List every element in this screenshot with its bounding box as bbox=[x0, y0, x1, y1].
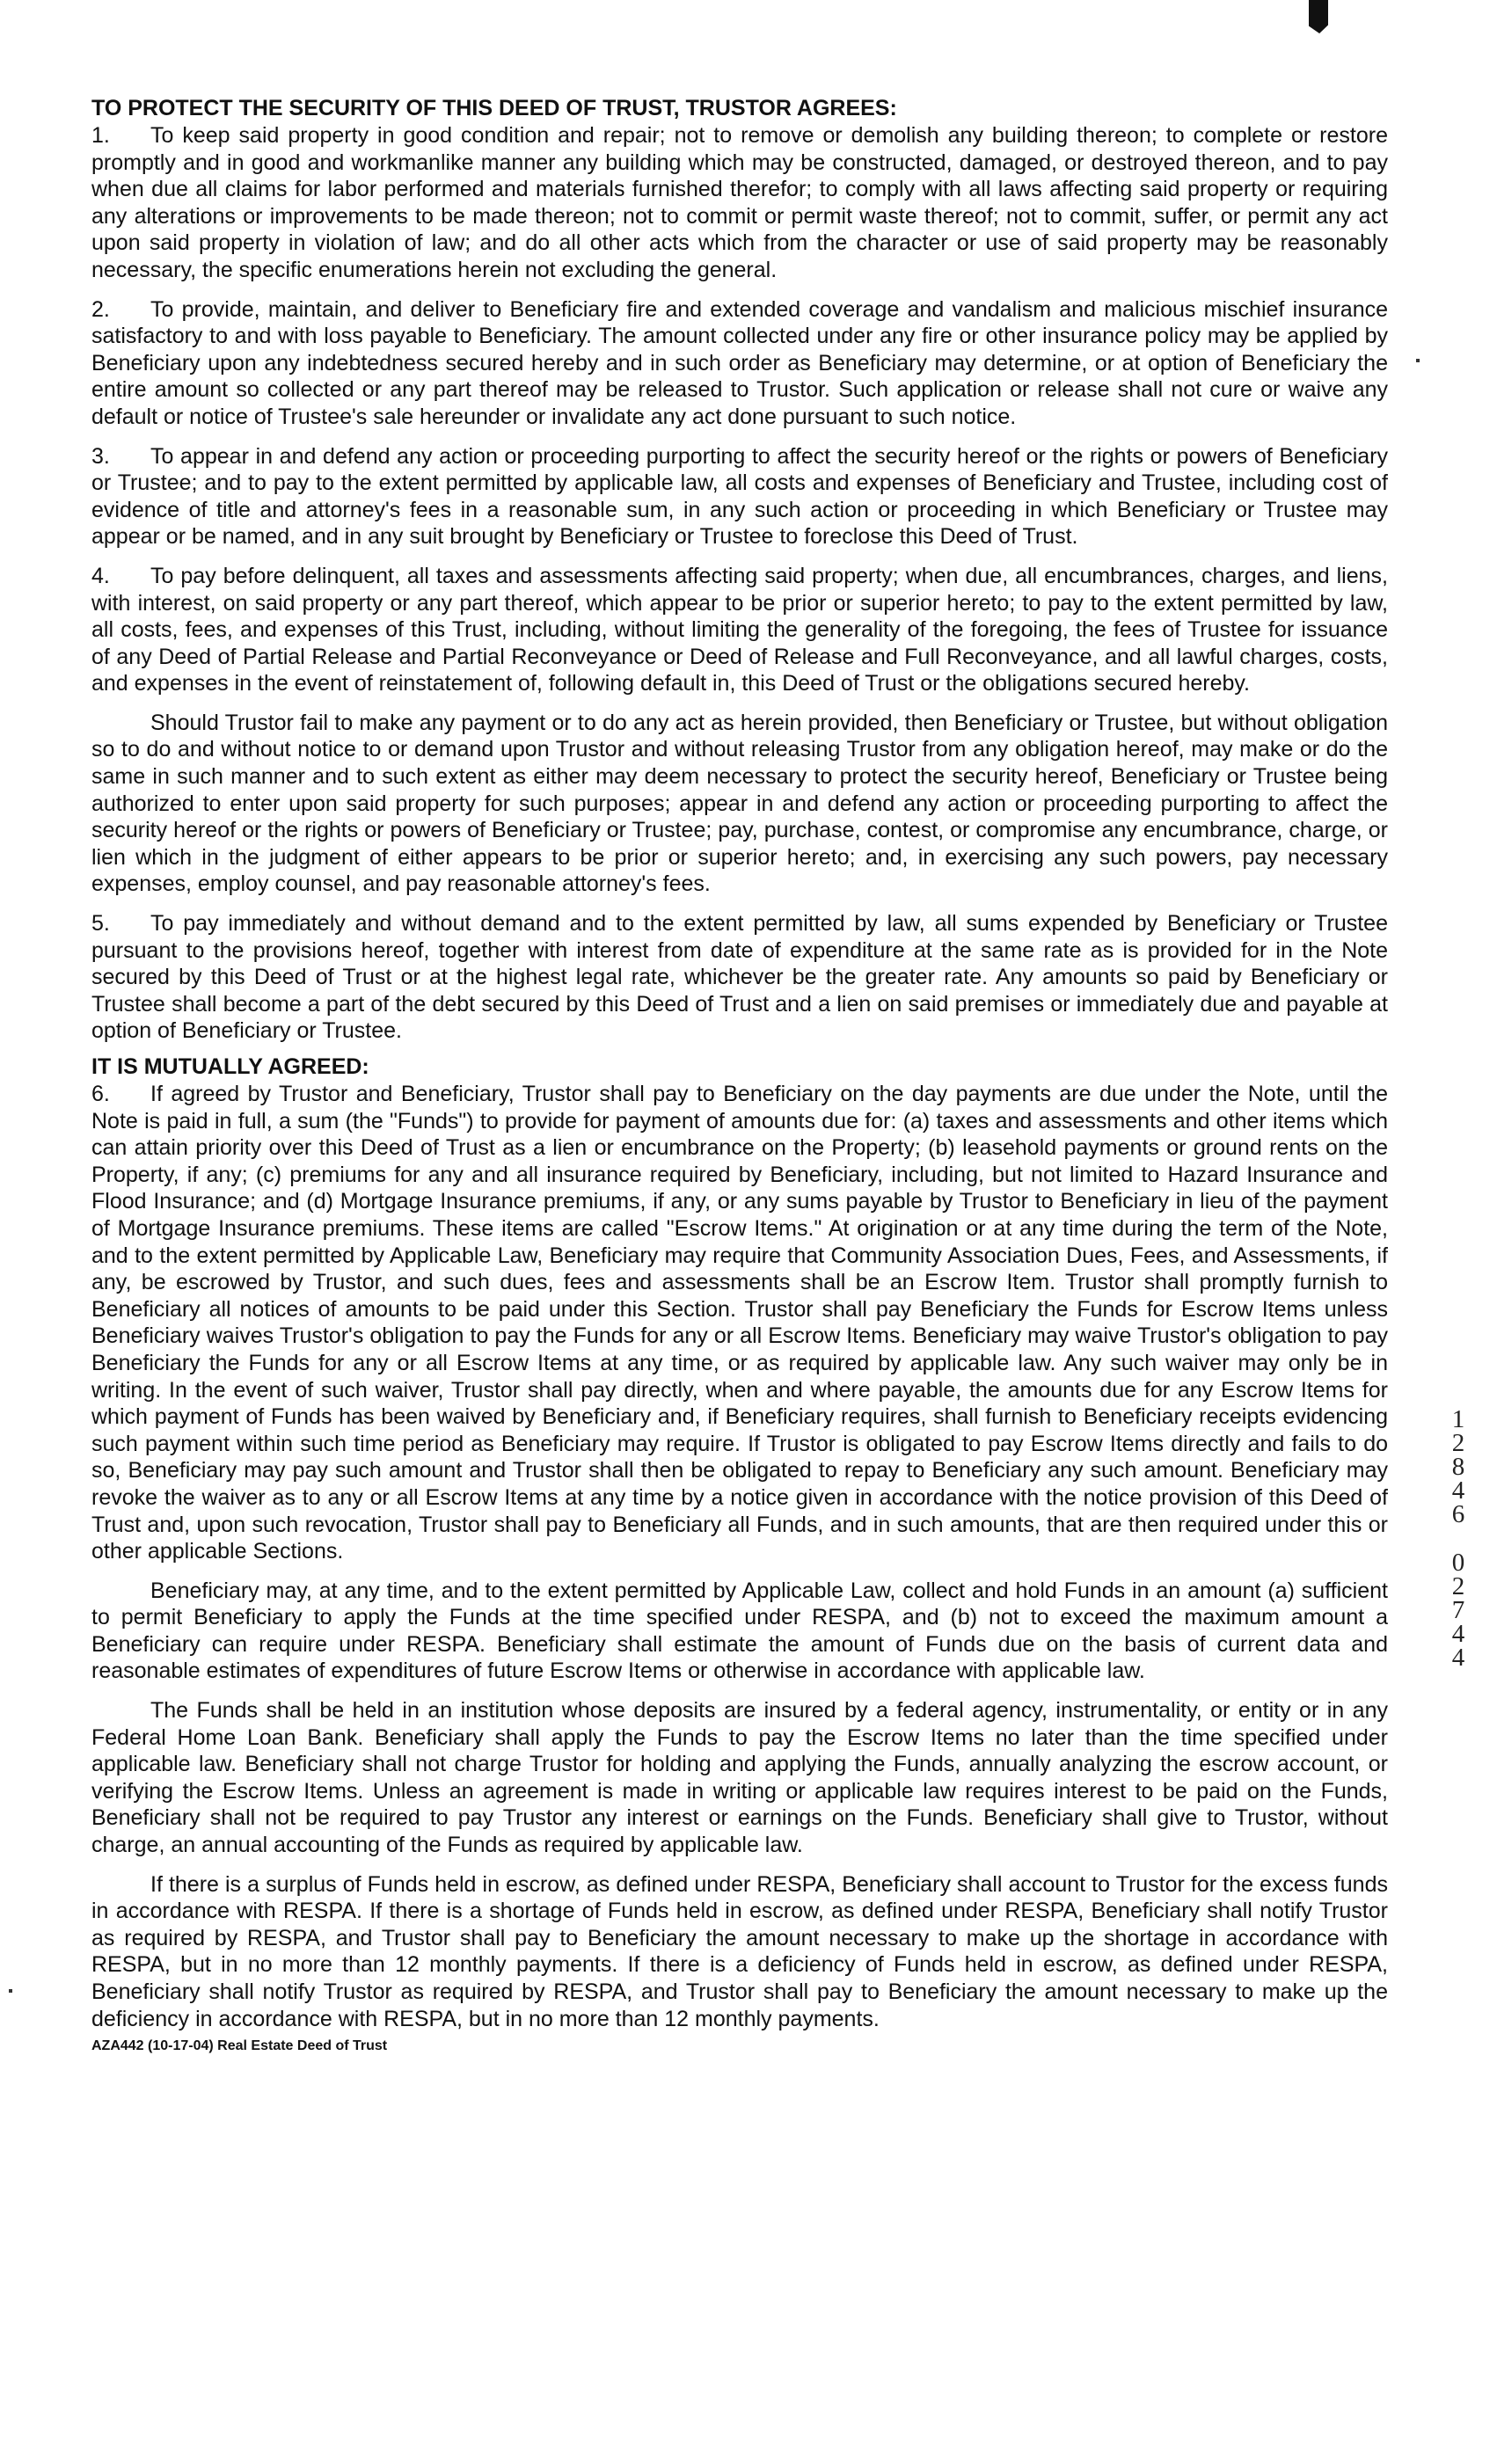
recording-digit: 1 bbox=[1451, 1405, 1465, 1433]
recording-digit-gap bbox=[1441, 1526, 1476, 1550]
trustor-agreements-list bbox=[91, 122, 1388, 1045]
clause-text: To pay before delinquent, all taxes and assessments affecting said property; when due, all encumbrances, charges, and liens, with interest, on said property or any part thereof, which appear to be prior or superior hereto; to pay to the extent permitted by law, all costs, fees, and expenses of this Trust, including, without limiting the generality of the foregoing, the fees of Trustee for issuance of any Deed of Partial Release and Partial Reconveyance or Deed of Release and Full Reconveyance, and all lawful charges, costs, and expenses in the event of reinstatement of, following default in, this Deed of Trust or the obligations secured hereby. bbox=[91, 563, 1388, 696]
clause-text: To pay immediately and without demand and to the extent permitted by law, all sums expended by Beneficiary or Trustee pursuant to the provisions hereof, together with interest from date of expenditure at the same rate as is provided for in the Note secured by this Deed of Trust or at the highest legal rate, whichever be the greater rate. Any amounts so paid by Beneficiary or Trustee shall become a part of the debt secured by this Deed of Trust and a lien on said premises or immediately due and payable at option of Beneficiary or Trustee. bbox=[91, 911, 1388, 1044]
corner-registration-mark bbox=[1309, 0, 1328, 33]
section-heading-mutually-agreed: IT IS MUTUALLY AGREED: bbox=[91, 1054, 369, 1079]
clause-number: 4. bbox=[91, 563, 110, 588]
scan-speck bbox=[1416, 359, 1420, 362]
clause-text: To keep said property in good condition and repair; not to remove or demolish any building thereon; to complete or restore promptly and in good and workmanlike manner any building which may be constructed, damaged, or destroyed thereon, and to pay when due all claims for labor performed and materials furnished therefor; to comply with all laws affecting said property or requiring any alterations or improvements to be made thereon; not to commit or permit waste thereof; not to commit, suffer, or permit any act upon said property in violation of law; and do all other acts which from the character or use of said property may be reasonably necessary, the specific enumerations herein not excluding the general. bbox=[91, 123, 1388, 282]
clause-6-surplus-shortage: If there is a surplus of Funds held in escrow, as defined under RESPA, Beneficiary shall account to Trustor for the excess funds in accordance with RESPA. If there is a shortage of Funds held in escrow, as defined under RESPA, Beneficiary shall notify Trustor as required by RESPA, and Trustor shall pay to Beneficiary the amount necessary to make up the shortage in accordance with RESPA, but in no more than 12 monthly payments. If there is a deficiency of Funds held in escrow, as defined under RESPA, Beneficiary shall notify Trustor as required by RESPA, and Trustor shall pay to Beneficiary the amount necessary to make up the deficiency in accordance with RESPA, but in no more than 12 monthly payments. bbox=[91, 1871, 1388, 2031]
mutual-agreements-list bbox=[91, 1081, 1388, 2032]
deed-of-trust-page bbox=[91, 95, 1388, 2055]
recording-digit: 2 bbox=[1451, 1572, 1465, 1600]
section-heading-trustor-agrees: TO PROTECT THE SECURITY OF THIS DEED OF TRUST, TRUSTOR AGREES: bbox=[91, 96, 897, 120]
recording-number-vertical bbox=[1441, 1405, 1476, 1672]
clause-4 bbox=[91, 563, 1388, 697]
clause-number: 3. bbox=[91, 443, 110, 469]
clause-6-funds-amount: Beneficiary may, at any time, and to the extent permitted by Applicable Law, collect and hold Funds in an amount (a) sufficient to permit Beneficiary to apply the Funds at the time specified under RESPA, and (b) not to exceed the maximum amount a Beneficiary can require under RESPA. Beneficiary shall estimate the amount of Funds due on the basis of current data and reasonable estimates of expenditures of future Escrow Items or otherwise in accordance with applicable law. bbox=[91, 1578, 1388, 1684]
clause-text: If agreed by Trustor and Beneficiary, Trustor shall pay to Beneficiary on the day payments are due under the Note, until the Note is paid in full, a sum (the "Funds") to provide for payment of amounts due for: (a) taxes and assessments and other items which can attain priority over this Deed of Trust as a lien or encumbrance on the Property; (b) leasehold payments or ground rents on the Property, if any; (c) premiums for any and all insurance required by Beneficiary, including, but not limited to Hazard Insurance and Flood Insurance; and (d) Mortgage Insurance premiums, if any, or any sums payable by Trustor to Beneficiary in lieu of the payment of Mortgage Insurance premiums. These items are called "Escrow Items." At origination or at any time during the term of the Note, and to the extent permitted by Applicable Law, Beneficiary may require that Community Association Dues, Fees, and Assessments, if any, be escrowed by Trustor, and such dues, fees and assessments shall be an Escrow Item. Trustor shall promptly furnish to Beneficiary all notices of amounts to be paid under this Section. Trustor shall pay Beneficiary the Funds for Escrow Items unless Beneficiary waives Trustor's obligation to pay the Funds for any or all Escrow Items. Beneficiary may waive Trustor's obligation to pay Beneficiary the Funds for any or all Escrow Items at any time, or as required by applicable law. Any such waiver may only be in writing. In the event of such waiver, Trustor shall pay directly, when and where payable, the amounts due for any Escrow Items for which payment of Funds has been waived by Beneficiary and, if Beneficiary requires, shall furnish to Beneficiary receipts evidencing such payment within such time period as Beneficiary may require. If Trustor is obligated to pay Escrow Items directly and fails to do so, Beneficiary may pay such amount and Trustor shall then be obligated to repay to Beneficiary any such amount. Beneficiary may revoke the waiver as to any or all Escrow Items at any time by a notice given in accordance with the notice provision of this Deed of Trust and, upon such revocation, Trustor shall pay to Beneficiary all Funds, and in such amounts, that are then required under this or other applicable Sections. bbox=[91, 1082, 1388, 1564]
recording-digit: 4 bbox=[1451, 1476, 1465, 1505]
clause-6 bbox=[91, 1081, 1388, 1565]
recording-digit: 7 bbox=[1451, 1596, 1465, 1624]
clause-5 bbox=[91, 910, 1388, 1045]
clause-number: 6. bbox=[91, 1082, 110, 1106]
clause-1 bbox=[91, 122, 1388, 284]
clause-text: To provide, maintain, and deliver to Beneficiary fire and extended coverage and vandalism and malicious mischief insurance satisfactory to and with loss payable to Beneficiary. The amount collected under any fire or other insurance policy may be applied by Beneficiary upon any indebtedness secured hereby and in such order as Beneficiary may determine, or at option of Beneficiary the entire amount so collected or any part thereof may be released to Trustor. Such application or release shall not cure or waive any default or notice of Trustee's sale hereunder or invalidate any act done pursuant to such notice. bbox=[91, 296, 1388, 429]
clause-6-funds-holding: The Funds shall be held in an institution whose deposits are insured by a federal agency, instrumentality, or entity or in any Federal Home Loan Bank. Beneficiary shall apply the Funds to pay the Escrow Items no later than the time specified under applicable law. Beneficiary shall not charge Trustor for holding and applying the Funds, annually analyzing the escrow account, or verifying the Escrow Items. Unless an agreement is made in writing or applicable law requires interest to be paid on the Funds, Beneficiary shall not be required to pay Trustor any interest or earnings on the Funds. Beneficiary shall give to Trustor, without charge, an annual accounting of the Funds as required by applicable law. bbox=[91, 1698, 1388, 1858]
clause-4-continuation: Should Trustor fail to make any payment or to do any act as herein provided, then Beneficiary or Trustee, but without obligation so to do and without notice to or demand upon Trustor and without releasing Trustor from any obligation hereof, may make or do the same in such manner and to such extent as either may deem necessary to protect the security hereof, Beneficiary or Trustee being authorized to enter upon said property for such purposes; appear in and defend any action or proceeding purporting to affect the security hereof or the rights or powers of Beneficiary or Trustee; pay, purchase, contest, or compromise any encumbrance, charge, or lien which in the judgment of either appears to be prior or superior hereto; and, in exercising any such powers, pay necessary expenses, employ counsel, and pay reasonable attorney's fees. bbox=[91, 710, 1388, 897]
scan-speck bbox=[9, 1989, 12, 1993]
clause-number: 2. bbox=[91, 296, 110, 322]
recording-digit: 6 bbox=[1451, 1500, 1465, 1528]
recording-digit: 0 bbox=[1451, 1549, 1465, 1577]
clause-number: 1. bbox=[91, 123, 110, 148]
recording-digit: 4 bbox=[1451, 1620, 1465, 1648]
recording-digit: 8 bbox=[1451, 1453, 1465, 1481]
clause-3 bbox=[91, 443, 1388, 550]
recording-digit: 2 bbox=[1451, 1429, 1465, 1457]
form-footer-id: AZA442 (10-17-04) Real Estate Deed of Trust bbox=[91, 2038, 388, 2054]
clause-text: To appear in and defend any action or proceeding purporting to affect the security hereof or the rights or powers of Beneficiary or Trustee; and to pay to the extent permitted by applicable law, all costs and expenses of Beneficiary and Trustee, including cost of evidence of title and attorney's fees in a reasonable sum, in any such action or proceeding in which Beneficiary or Trustee may appear or be named, and in any suit brought by Beneficiary or Trustee to foreclose this Deed of Trust. bbox=[91, 443, 1388, 550]
clause-2 bbox=[91, 296, 1388, 431]
recording-digit: 4 bbox=[1451, 1644, 1465, 1672]
clause-number: 5. bbox=[91, 911, 110, 937]
